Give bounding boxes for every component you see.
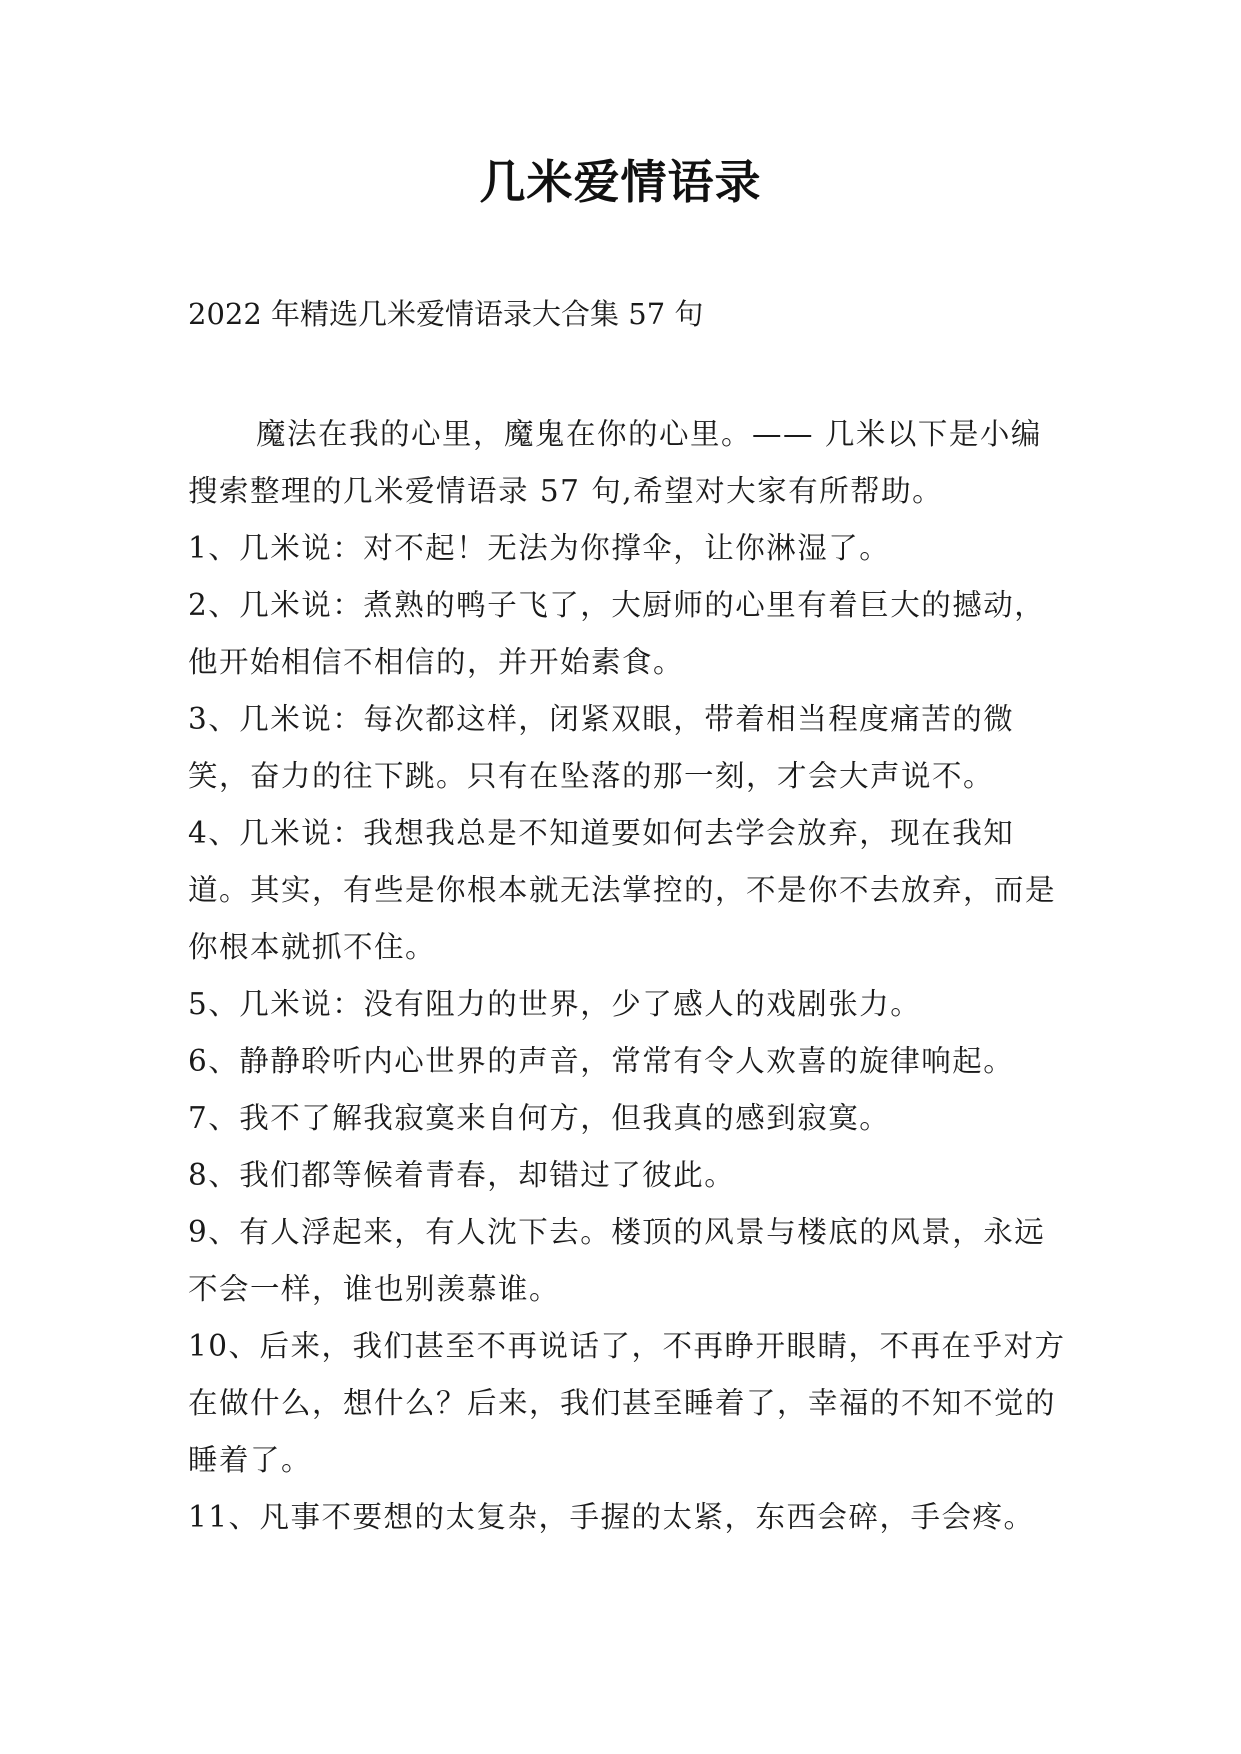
intro-paragraph: 魔法在我的心里，魔鬼在你的心里。—— 几米以下是小编搜索整理的几米爱情语录 57 句,希望对大家有所帮助。 [188, 417, 1042, 508]
document-subtitle: 2022 年精选几米爱情语录大合集 57 句 [188, 297, 704, 331]
quote-item-11: 11、凡事不要想的太复杂，手握的太紧，东西会碎，手会疼。 [188, 1500, 1035, 1534]
quote-item-1: 1、几米说：对不起！无法为你撑伞，让你淋湿了。 [188, 531, 891, 565]
quote-item-3: 3、几米说：每次都这样，闭紧双眼，带着相当程度痛苦的微笑，奋力的往下跳。只有在坠落的那一刻，才会大声说不。 [188, 702, 1015, 793]
quote-item-8: 8、我们都等候着青春，却错过了彼此。 [188, 1158, 736, 1192]
quote-item-6: 6、静静聆听内心世界的声音，常常有令人欢喜的旋律响起。 [188, 1044, 1015, 1078]
quote-item-10: 10、后来，我们甚至不再说话了，不再睁开眼睛，不再在乎对方在做什么，想什么？后来，我们甚至睡着了，幸福的不知不觉的睡着了。 [188, 1329, 1066, 1477]
document-body [188, 406, 1068, 1546]
quote-item-5: 5、几米说：没有阻力的世界，少了感人的戏剧张力。 [188, 987, 922, 1021]
quote-item-7: 7、我不了解我寂寞来自何方，但我真的感到寂寞。 [188, 1101, 891, 1135]
document-title: 几米爱情语录 [479, 155, 762, 209]
quote-item-4: 4、几米说：我想我总是不知道要如何去学会放弃，现在我知道。其实，有些是你根本就无法掌控的，不是你不去放弃，而是你根本就抓不住。 [188, 816, 1057, 964]
quote-item-2: 2、几米说：煮熟的鸭子飞了，大厨师的心里有着巨大的撼动，他开始相信不相信的，并开始素食。 [188, 588, 1046, 679]
quote-item-9: 9、有人浮起来，有人沈下去。楼顶的风景与楼底的风景，永远不会一样，谁也别羡慕谁。 [188, 1215, 1046, 1306]
